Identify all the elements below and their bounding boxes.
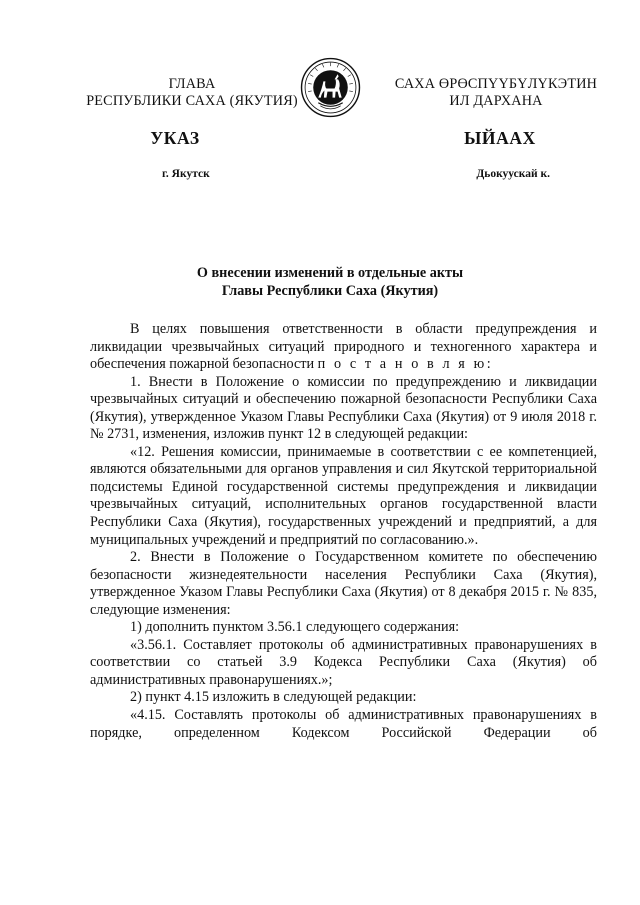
header-left [78,76,306,110]
intro-decree: п о с т а н о в л я ю: [317,356,494,373]
header-right [382,76,610,110]
paragraph-2-2: 2) пункт 4.15 изложить в следующей редакции: [130,689,417,706]
paragraph-2: 2. Внести в Положение о Государственном комитете по обеспечению безопасности жизнедеятельности населения Республики Саха (Якутия), утвержденное Указом Главы Республики Саха (Якутия) от 8 декабря 2015 г. № 835, следующие изменения: [90,549,597,618]
place-yakut: Дьокуускай к. [476,168,550,180]
title-line-2: Главы Республики Саха (Якутия) [221,282,439,299]
paragraph-1: 1. Внести в Положение о комиссии по предупреждению и ликвидации чрезвычайных ситуаций и обеспечению пожарной безопасности Республики Саха (Якутия), утвержденное Указом Главы Республики Саха (Якутия) от 9 июля 2018 г. № 2731, изменения, изложив пункт 12 в следующей редакции: [90,373,597,443]
header-right-line-2: ИЛ ДАРХАНА [449,93,543,109]
doc-type-russian: УКАЗ [150,128,200,148]
paragraph-2-2-quote: «4.15. Составлять протоколы об административных правонарушениях в порядке, определенном Кодексом Российской Федерации об [90,707,597,741]
title-line-1: О внесении изменений в отдельные акты [196,265,464,281]
paragraph-intro [90,321,597,374]
header-left-line-2: РЕСПУБЛИКИ САХА (ЯКУТИЯ) [86,93,298,109]
sakha-republic-emblem-icon [300,57,361,118]
header-left-line-1: ГЛАВА [168,76,216,92]
document-body [90,321,597,742]
header-right-line-1: САХА ӨРӨСПҮҮБҮЛҮКЭТИН [394,76,598,92]
document-title [90,265,570,300]
place-russian: г. Якутск [162,168,210,180]
paragraph-2-1: 1) дополнить пунктом 3.56.1 следующего содержания: [130,619,460,636]
intro-text: В целях повышения ответственности в области предупреждения и ликвидации чрезвычайных ситуаций природного и техногенного характера и обеспечения пожарной безопасности [90,321,597,373]
paragraph-1-quote: «12. Решения комиссии, принимаемые в соответствии с ее компетенцией, являются обязательными для органов управления и сил Якутской территориальной подсистемы Единой государственной системы предупреждения и ликвидации чрезвычайных ситуаций, исполнительных органов государственной власти Республики Саха (Якутия), государственных учреждений и предприятий, а для муниципальных учреждений и предприятий по согласованию.». [90,443,597,548]
doc-type-yakut: ЫЙААХ [464,128,536,148]
paragraph-2-1-quote: «3.56.1. Составляет протоколы об административных правонарушениях в соответствии со статьей 3.9 Кодекса Республики Саха (Якутия) об административных правонарушениях.»; [90,636,597,688]
